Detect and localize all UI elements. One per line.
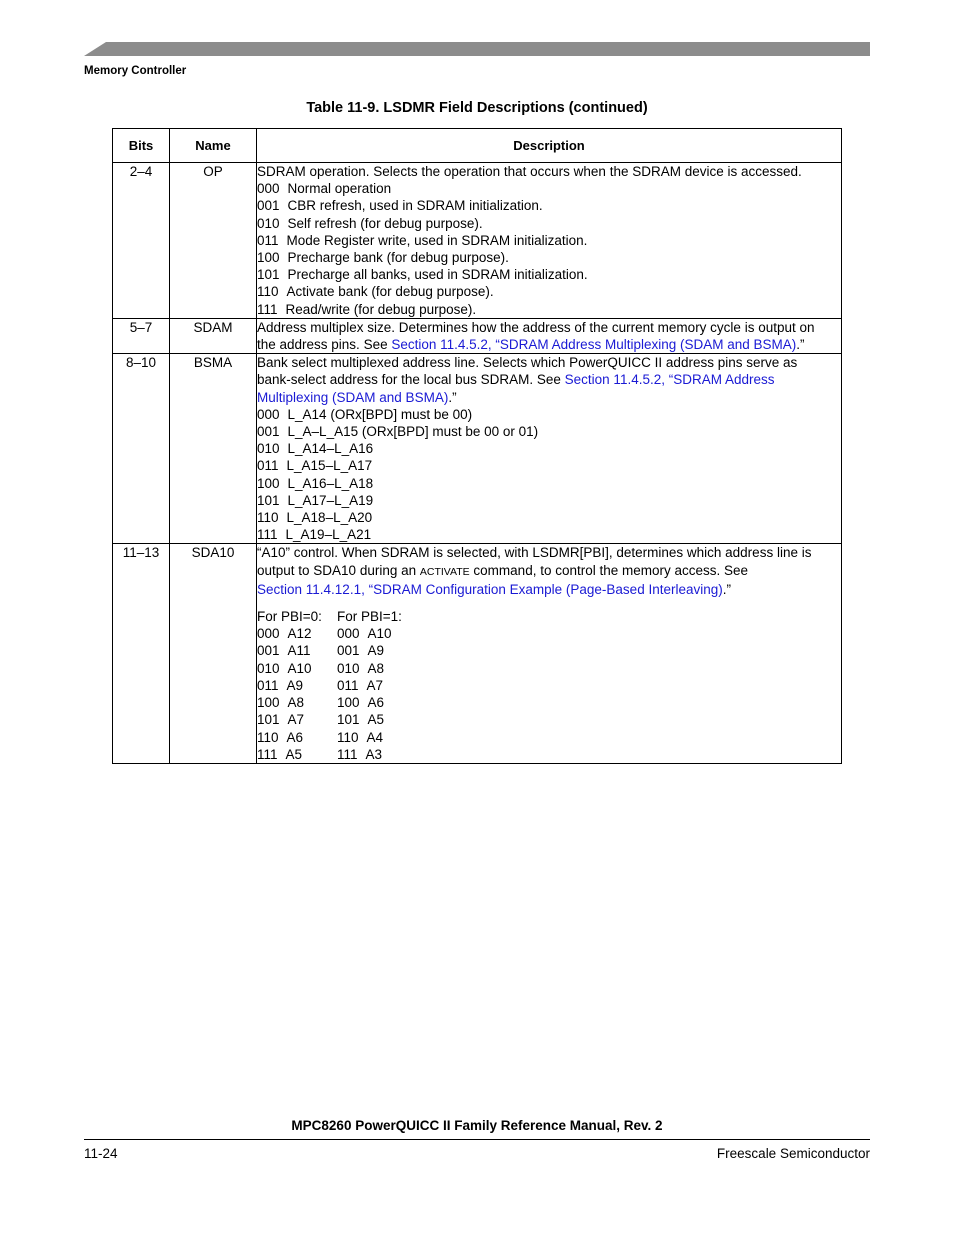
- description-text: Address multiplex size. Determines how the address of the current memory cycle is output on: [257, 319, 815, 335]
- option-text: A9: [286, 677, 304, 693]
- option-text: Activate bank (for debug purpose).: [286, 284, 494, 300]
- description-text: bank-select address for the local bus SDRAM. See: [257, 372, 565, 388]
- option-text: L_A18–L_A20: [286, 510, 373, 526]
- option-line: [257, 440, 841, 457]
- option-code: 101: [337, 712, 360, 728]
- option-text: A9: [367, 643, 385, 659]
- description-text: .”: [796, 337, 805, 353]
- option-code: 010: [337, 660, 360, 676]
- option-text: A8: [287, 695, 305, 711]
- header-bar: [84, 42, 870, 56]
- pbi0-label: For PBI=0:: [257, 609, 322, 625]
- bits-cell: 11–13: [113, 544, 170, 763]
- option-code: 100: [257, 475, 280, 491]
- option-text: Normal operation: [287, 181, 392, 197]
- option-line: [257, 215, 841, 232]
- option-code: 101: [257, 712, 280, 728]
- bits-cell: 8–10: [113, 354, 170, 544]
- option-text: A7: [287, 712, 305, 728]
- option-code: 101: [257, 492, 280, 508]
- option-text: A3: [365, 746, 383, 762]
- option-line: [257, 232, 841, 249]
- option-code: 000: [257, 181, 280, 197]
- description-text: “A10” control. When SDRAM is selected, with LSDMR[PBI], determines which address line is: [257, 545, 812, 561]
- option-text: A6: [286, 729, 304, 745]
- footer-title: MPC8260 PowerQUICC II Family Reference Manual, Rev. 2: [291, 1118, 663, 1133]
- activate-command: ACTIVATE: [419, 565, 470, 578]
- option-line: [257, 283, 841, 300]
- option-text: L_A17–L_A19: [287, 492, 374, 508]
- name-cell: SDA10: [170, 544, 257, 763]
- option-code: 111: [257, 301, 278, 317]
- option-text: A6: [367, 695, 385, 711]
- option-code: 011: [257, 458, 279, 474]
- option-text: A10: [287, 660, 312, 676]
- description-text: Bank select multiplexed address line. Selects which PowerQUICC II address pins serve as: [257, 355, 798, 371]
- section-link[interactable]: Section 11.4.12.1, “SDRAM Configuration Example (Page-Based Interleaving): [257, 581, 723, 597]
- option-line: [257, 423, 841, 440]
- option-code: 000: [257, 406, 280, 422]
- table-title: Table 11-9. LSDMR Field Descriptions (continued): [306, 100, 648, 116]
- option-line: [257, 180, 841, 197]
- option-text: Mode Register write, used in SDRAM initialization.: [286, 232, 588, 248]
- description-cell: [257, 544, 842, 763]
- description-text: command, to control the memory access. See: [469, 562, 749, 578]
- option-line: [257, 197, 841, 214]
- option-code: 111: [257, 527, 278, 543]
- option-code: 000: [337, 626, 360, 642]
- option-line: [257, 492, 841, 509]
- option-text: L_A15–L_A17: [286, 458, 373, 474]
- description-text: .”: [722, 581, 731, 597]
- option-text: A12: [287, 626, 312, 642]
- section-link[interactable]: Section 11.4.5.2, “SDRAM Address: [564, 372, 775, 388]
- page-number: 11-24: [84, 1146, 118, 1161]
- option-code: 111: [257, 746, 278, 762]
- option-text: L_A14 (ORx[BPD] must be 00): [287, 406, 473, 422]
- option-text: L_A19–L_A21: [285, 527, 372, 543]
- option-text: A7: [366, 677, 384, 693]
- option-code: 010: [257, 660, 280, 676]
- name-cell: OP: [170, 163, 257, 319]
- option-code: 000: [257, 626, 280, 642]
- option-text: A5: [367, 712, 385, 728]
- option-text: A5: [285, 746, 303, 762]
- option-text: Read/write (for debug purpose).: [285, 301, 477, 317]
- option-line: [257, 457, 841, 474]
- description-cell: [257, 354, 842, 544]
- option-text: L_A–L_A15 (ORx[BPD] must be 00 or 01): [287, 424, 539, 440]
- option-text: A8: [367, 660, 385, 676]
- option-line: [257, 526, 841, 543]
- bits-cell: 5–7: [113, 318, 170, 353]
- option-code: 110: [337, 729, 359, 745]
- option-code: 111: [337, 746, 358, 762]
- option-code: 110: [257, 510, 279, 526]
- option-code: 101: [257, 267, 280, 283]
- footer-divider: [84, 1139, 870, 1140]
- description-text: the address pins. See: [257, 337, 392, 353]
- table-row-sdam: [113, 318, 842, 353]
- option-line: [257, 509, 841, 526]
- option-line: [257, 475, 841, 492]
- name-cell: SDAM: [170, 318, 257, 353]
- bits-cell: 2–4: [113, 163, 170, 319]
- column-header-description: Description: [257, 129, 842, 163]
- table-row-sda10: [113, 544, 842, 763]
- option-code: 110: [257, 729, 279, 745]
- option-code: 010: [257, 215, 280, 231]
- section-link[interactable]: Multiplexing (SDAM and BSMA): [257, 389, 449, 405]
- option-text: Precharge all banks, used in SDRAM initialization.: [287, 267, 588, 283]
- option-code: 011: [257, 232, 279, 248]
- option-line: [257, 249, 841, 266]
- option-text: CBR refresh, used in SDRAM initialization.: [287, 198, 543, 214]
- description-cell: [257, 318, 842, 353]
- table-row-op: [113, 163, 842, 319]
- option-text: A11: [287, 643, 311, 659]
- option-code: 001: [257, 643, 280, 659]
- description-text: .”: [448, 389, 457, 405]
- field-descriptions-table: [112, 128, 842, 764]
- pbi1-label: For PBI=1:: [337, 609, 402, 625]
- table-header-row: [113, 129, 842, 163]
- pbi1-column: [337, 608, 417, 763]
- option-code: 010: [257, 441, 280, 457]
- option-line: [257, 266, 841, 283]
- description-text: output to SDA10 during an: [257, 562, 420, 578]
- option-text: A4: [366, 729, 384, 745]
- option-line: [257, 301, 841, 318]
- description-intro: SDRAM operation. Selects the operation that occurs when the SDRAM device is accessed.: [257, 164, 802, 179]
- option-code: 001: [257, 424, 280, 440]
- option-text: L_A14–L_A16: [287, 441, 374, 457]
- option-text: Precharge bank (for debug purpose).: [287, 250, 509, 266]
- option-code: 001: [257, 198, 280, 214]
- pbi-mapping: [257, 608, 841, 763]
- option-code: 001: [337, 643, 360, 659]
- option-text: Self refresh (for debug purpose).: [287, 215, 483, 231]
- company-name: Freescale Semiconductor: [716, 1146, 870, 1161]
- section-link[interactable]: Section 11.4.5.2, “SDRAM Address Multiplexing (SDAM and BSMA): [391, 337, 797, 353]
- description-cell: [257, 163, 842, 319]
- column-header-name: Name: [170, 129, 257, 163]
- option-line: [257, 406, 841, 423]
- option-code: 100: [257, 250, 280, 266]
- option-code: 100: [257, 695, 280, 711]
- option-code: 011: [337, 677, 359, 693]
- pbi0-column: [257, 608, 337, 763]
- option-code: 011: [257, 677, 279, 693]
- section-header: Memory Controller: [84, 65, 187, 77]
- option-text: L_A16–L_A18: [287, 475, 374, 491]
- option-code: 110: [257, 284, 279, 300]
- name-cell: BSMA: [170, 354, 257, 544]
- table-row-bsma: [113, 354, 842, 544]
- column-header-bits: Bits: [113, 129, 170, 163]
- option-code: 100: [337, 695, 360, 711]
- option-text: A10: [367, 626, 392, 642]
